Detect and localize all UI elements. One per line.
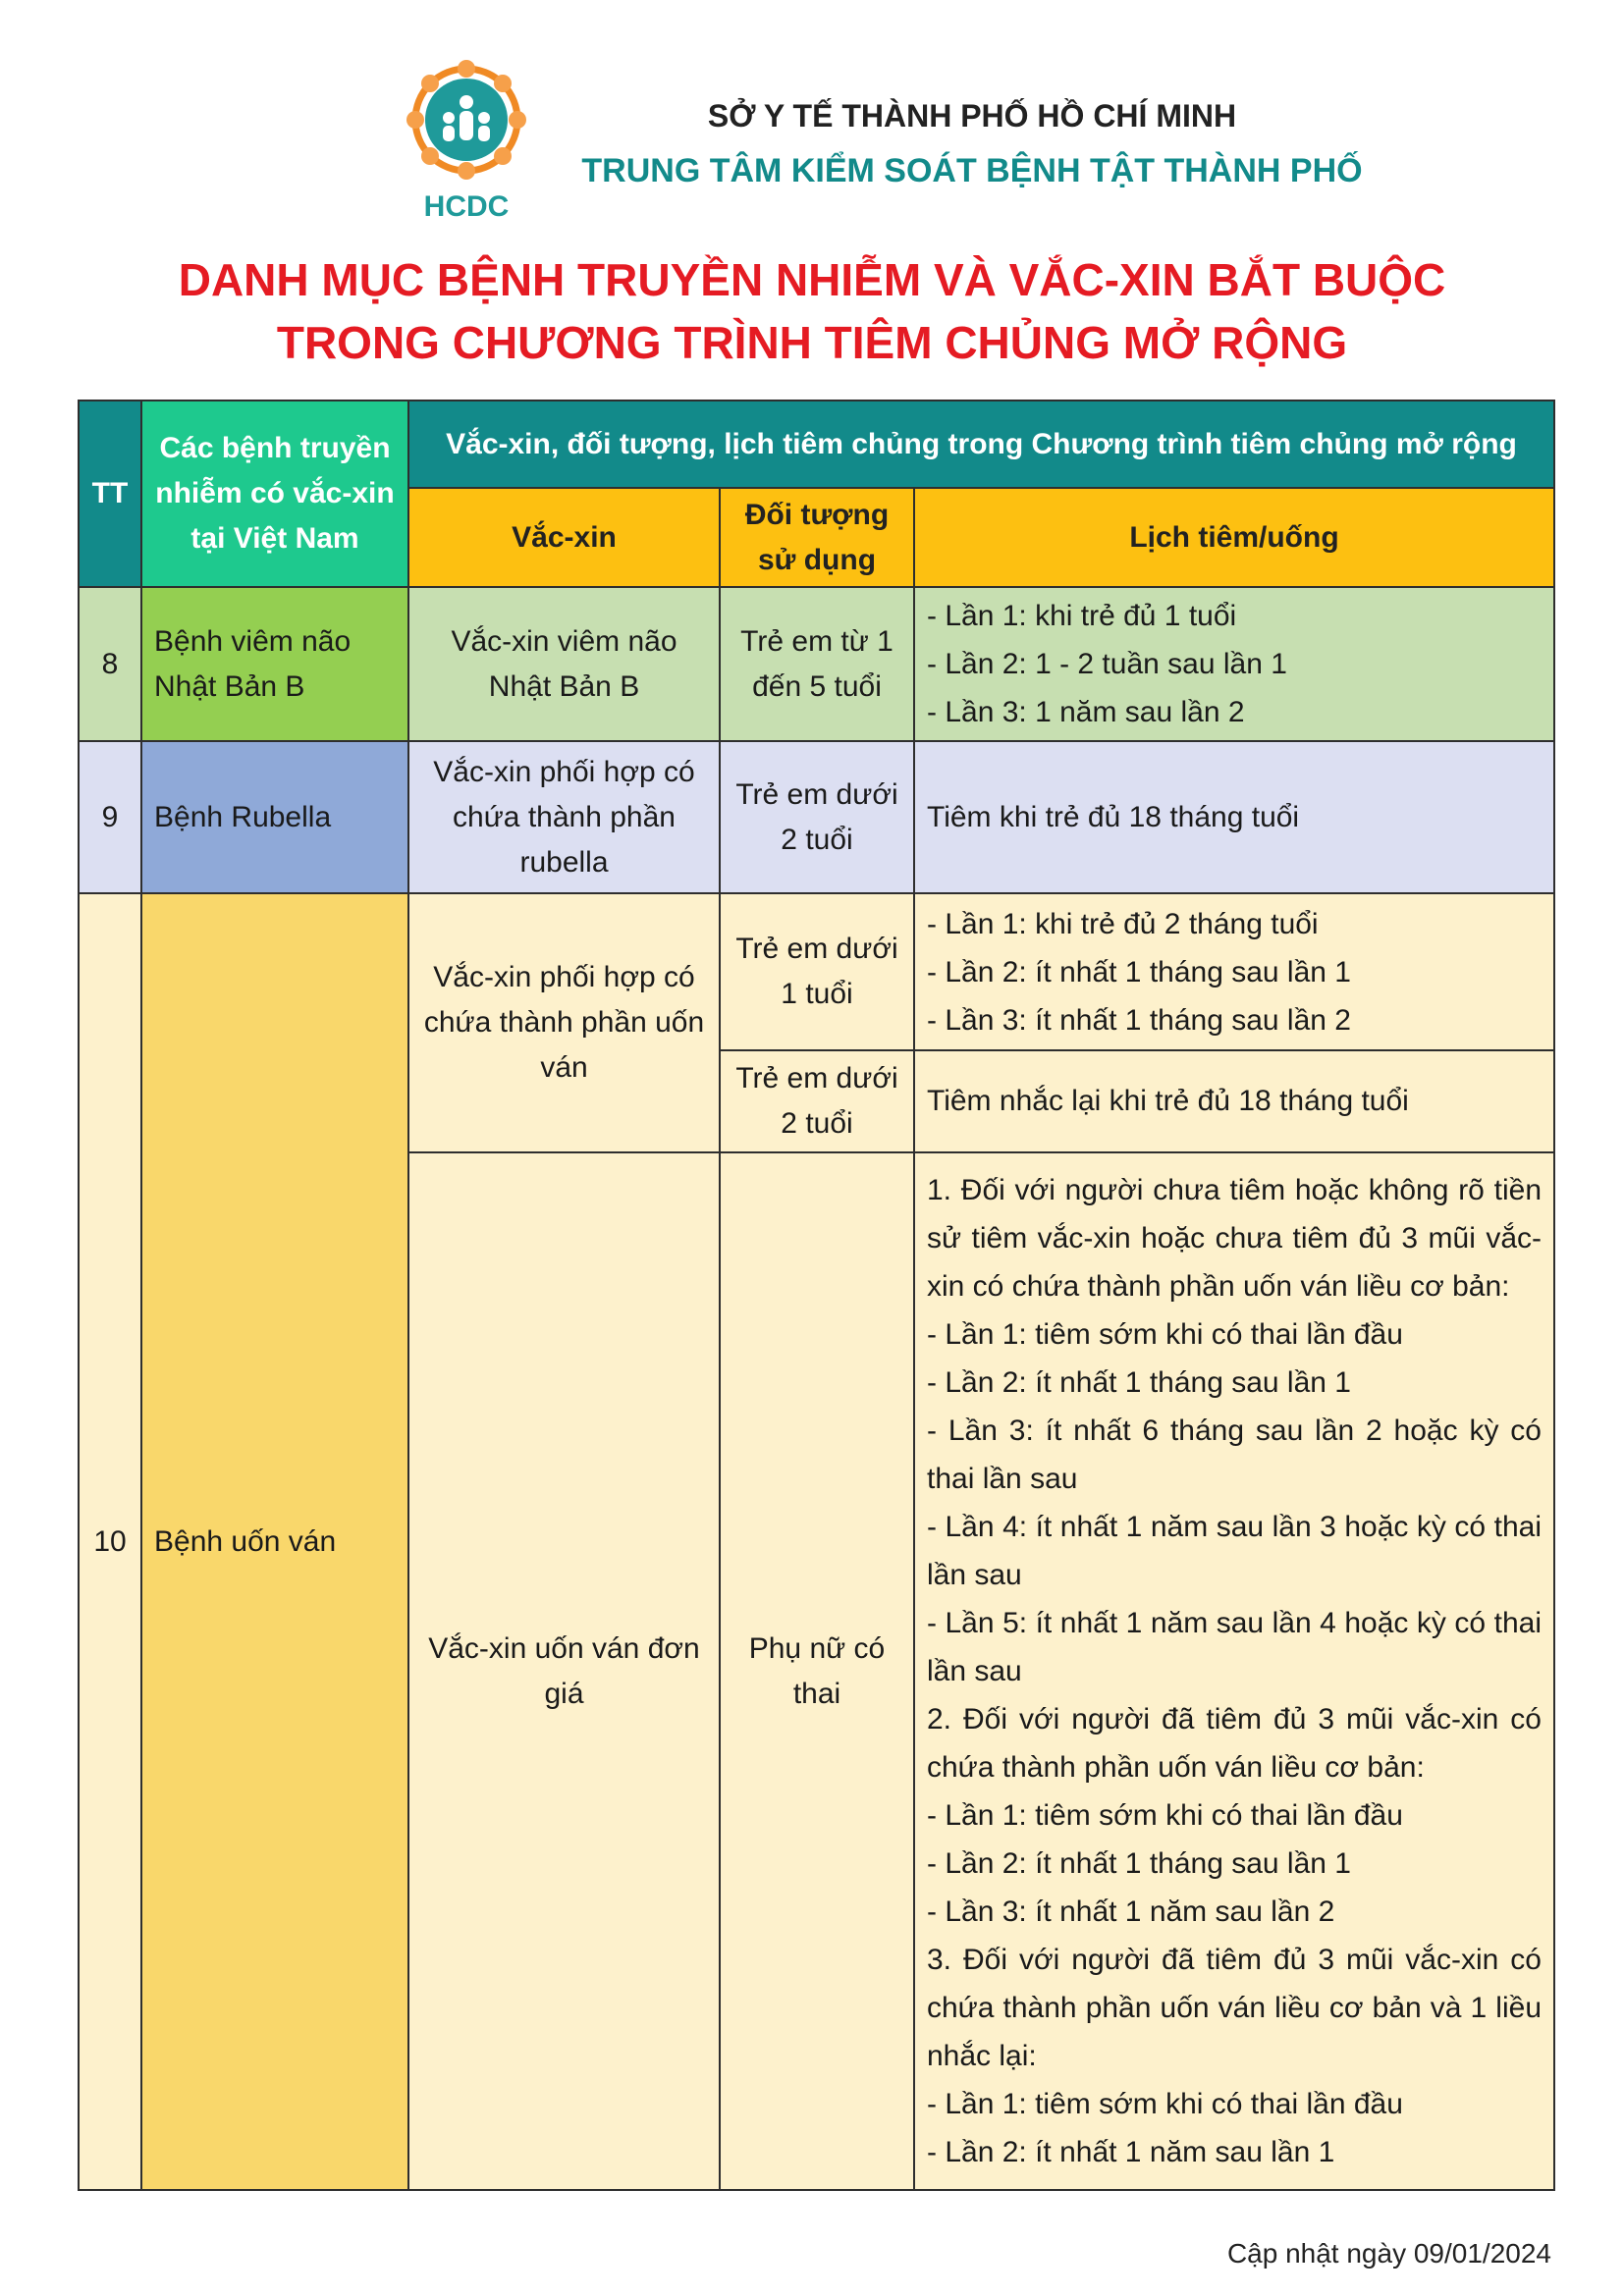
schedule-line: 1. Đối với người chưa tiêm hoặc không rõ tiền sử tiêm vắc-xin hoặc chưa tiêm đủ 3 mũi vắc-xin có chứa thành phần uốn ván liều cơ bản: xyxy=(927,1174,1542,1303)
row-tt: 10 xyxy=(79,893,141,2190)
row-tt: 9 xyxy=(79,741,141,893)
row-target-pregnant: Phụ nữ có thai xyxy=(720,1152,914,2190)
schedule-line: 2. Đối với người đã tiêm đủ 3 mũi vắc-xin có chứa thành phần uốn ván liều cơ bản: xyxy=(927,1703,1542,1784)
schedule-line: - Lần 2: 1 - 2 tuần sau lần 1 xyxy=(927,648,1287,680)
row-schedule xyxy=(914,893,1554,1050)
schedule-line: - Lần 1: tiêm sớm khi có thai lần đầu xyxy=(927,1799,1403,1832)
schedule-line: - Lần 3: ít nhất 1 năm sau lần 2 xyxy=(927,1896,1335,1928)
hcdc-logo-icon xyxy=(398,59,535,226)
org-name-line1: SỞ Y TẾ THÀNH PHỐ HỒ CHÍ MINH xyxy=(707,98,1237,133)
header-schedule: Lịch tiêm/uống xyxy=(914,488,1554,587)
schedule-line: - Lần 2: ít nhất 1 tháng sau lần 1 xyxy=(927,955,1351,988)
schedule-line: 3. Đối với người đã tiêm đủ 3 mũi vắc-xin có chứa thành phần uốn ván liều cơ bản và 1 liều nhắc lại: xyxy=(927,1944,1542,2072)
row-target-under1: Trẻ em dưới 1 tuổi xyxy=(720,893,914,1050)
row-vaccine: Vắc-xin phối hợp có chứa thành phần rubella xyxy=(408,741,720,893)
page-title-line1: DANH MỤC BỆNH TRUYỀN NHIỄM VÀ VẮC-XIN BẮT BUỘC xyxy=(178,254,1446,305)
table-row xyxy=(79,893,1554,1050)
row-vaccine-monovalent: Vắc-xin uốn ván đơn giá xyxy=(408,1152,720,2190)
row-vaccine: Vắc-xin viêm não Nhật Bản B xyxy=(408,587,720,741)
row-disease: Bệnh Rubella xyxy=(141,741,408,893)
schedule-line: - Lần 3: 1 năm sau lần 2 xyxy=(927,696,1245,728)
header-vaccine: Vắc-xin xyxy=(408,488,720,587)
schedule-line: - Lần 1: khi trẻ đủ 1 tuổi xyxy=(927,600,1237,632)
row-schedule xyxy=(914,587,1554,741)
schedule-line: - Lần 1: khi trẻ đủ 2 tháng tuổi xyxy=(927,907,1319,940)
schedule-line: - Lần 4: ít nhất 1 năm sau lần 3 hoặc kỳ có thai lần sau xyxy=(927,1511,1542,1591)
schedule-line: - Lần 3: ít nhất 1 tháng sau lần 2 xyxy=(927,1003,1351,1037)
schedule-line: - Lần 2: ít nhất 1 tháng sau lần 1 xyxy=(927,1366,1351,1399)
row-tt: 8 xyxy=(79,587,141,741)
row-target: Trẻ em dưới 2 tuổi xyxy=(720,741,914,893)
row-target-under2: Trẻ em dưới 2 tuổi xyxy=(720,1050,914,1152)
schedule-line: - Lần 1: tiêm sớm khi có thai lần đầu xyxy=(927,2088,1403,2120)
update-date: Cập nhật ngày 09/01/2024 xyxy=(1226,2238,1551,2269)
schedule-line: - Lần 3: ít nhất 6 tháng sau lần 2 hoặc kỳ có thai lần sau xyxy=(927,1415,1542,1495)
row-target: Trẻ em từ 1 đến 5 tuổi xyxy=(720,587,914,741)
table-row xyxy=(79,741,1554,893)
schedule-line: - Lần 2: ít nhất 1 tháng sau lần 1 xyxy=(927,1847,1351,1880)
header-disease: Các bệnh truyền nhiễm có vắc-xin tại Việt Nam xyxy=(141,400,408,587)
page-title-line2: TRONG CHƯƠNG TRÌNH TIÊM CHỦNG MỞ RỘNG xyxy=(276,317,1348,368)
hcdc-logo xyxy=(398,59,535,226)
row-vaccine-combined: Vắc-xin phối hợp có chứa thành phần uốn ván xyxy=(408,893,720,1152)
logo-text: HCDC xyxy=(423,190,510,223)
org-name-line2: TRUNG TÂM KIỂM SOÁT BỆNH TẬT THÀNH PHỐ xyxy=(581,152,1363,189)
row-disease: Bệnh uốn ván xyxy=(141,893,408,2190)
vaccine-table xyxy=(78,400,1555,2191)
header-tt: TT xyxy=(79,400,141,587)
table-row xyxy=(79,587,1554,741)
row-schedule: Tiêm khi trẻ đủ 18 tháng tuổi xyxy=(914,741,1554,893)
row-schedule: Tiêm nhắc lại khi trẻ đủ 18 tháng tuổi xyxy=(914,1050,1554,1152)
row-disease: Bệnh viêm não Nhật Bản B xyxy=(141,587,408,741)
schedule-line: - Lần 1: tiêm sớm khi có thai lần đầu xyxy=(927,1318,1403,1351)
header-target: Đối tượng sử dụng xyxy=(720,488,914,587)
schedule-line: - Lần 5: ít nhất 1 năm sau lần 4 hoặc kỳ có thai lần sau xyxy=(927,1607,1542,1687)
schedule-line: - Lần 2: ít nhất 1 năm sau lần 1 xyxy=(927,2136,1335,2168)
row-schedule-pregnant xyxy=(914,1152,1554,2190)
header-group: Vắc-xin, đối tượng, lịch tiêm chủng trong Chương trình tiêm chủng mở rộng xyxy=(408,400,1554,488)
